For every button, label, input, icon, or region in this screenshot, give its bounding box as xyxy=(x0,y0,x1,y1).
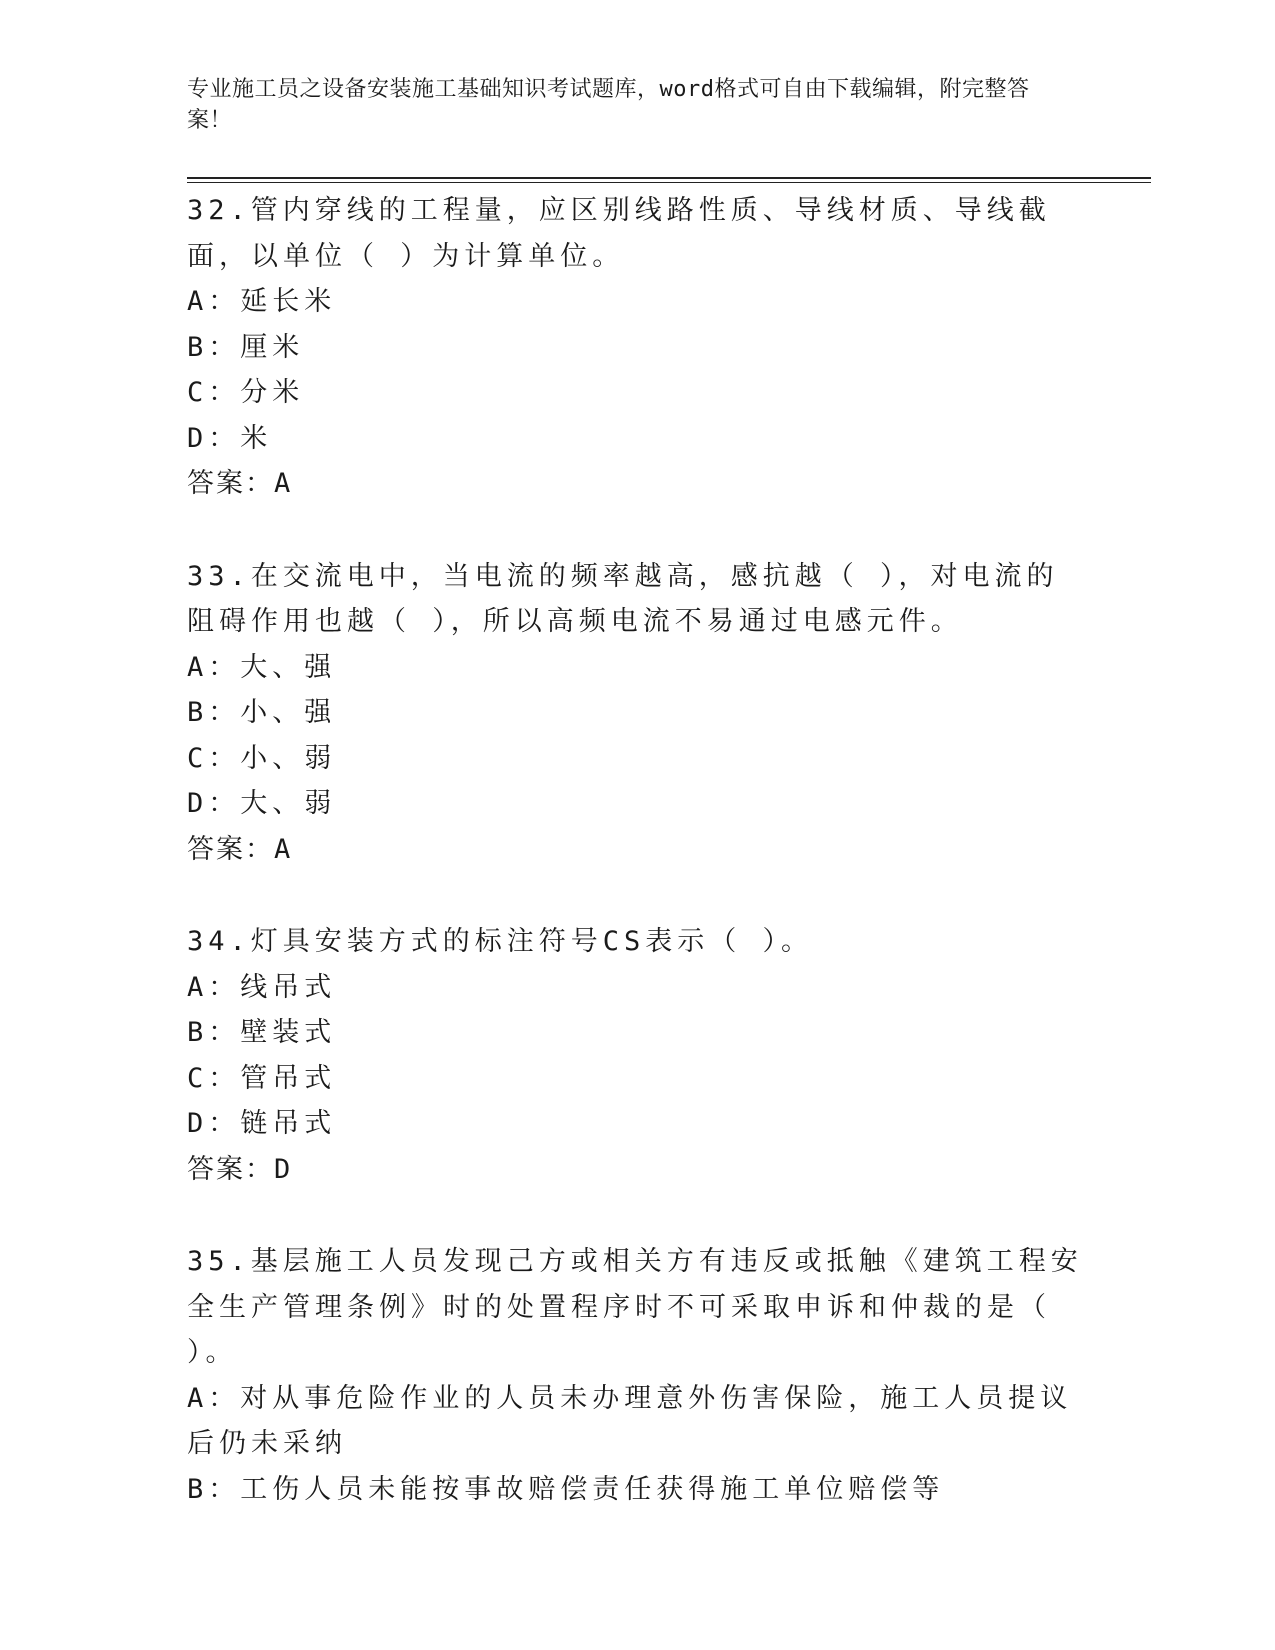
answer-line: 答案：A xyxy=(187,833,293,865)
question-list xyxy=(187,188,1087,1512)
option-b: B：壁装式 xyxy=(187,1017,337,1048)
question-stem: 32.管内穿线的工程量，应区别线路性质、导线材质、导线截面，以单位（ ）为计算单位。 xyxy=(187,195,1051,272)
answer-line: 答案：A xyxy=(187,468,293,499)
option-c: C：分米 xyxy=(187,377,305,408)
option-a: A：延长米 xyxy=(187,286,337,317)
question-stem: 35.基层施工人员发现己方或相关方有违反或抵触《建筑工程安全生产管理条例》时的处置程序时不可采取申诉和仲裁的是（ ）。 xyxy=(187,1246,1083,1368)
option-b: B：小、强 xyxy=(187,697,337,728)
option-c: C：小、弱 xyxy=(187,742,337,774)
option-d: D：链吊式 xyxy=(187,1108,337,1139)
question-32 xyxy=(187,188,1087,507)
question-stem: 33.在交流电中，当电流的频率越高，感抗越（ ），对电流的阻碍作用也越（ ），所以高频电流不易通过电感元件。 xyxy=(187,560,1059,637)
question-stem: 34.灯具安装方式的标注符号CS表示（ ）。 xyxy=(187,926,814,957)
question-35 xyxy=(187,1239,1087,1512)
question-33 xyxy=(187,554,1087,873)
option-d: D：大、弱 xyxy=(187,788,337,819)
answer-line: 答案：D xyxy=(187,1153,293,1185)
option-c: C：管吊式 xyxy=(187,1062,337,1094)
option-b: B：工伤人员未能按事故赔偿责任获得施工单位赔偿等 xyxy=(187,1473,945,1505)
option-a: A：对从事危险作业的人员未办理意外伤害保险，施工人员提议后仍未采纳 xyxy=(187,1382,1073,1459)
header-divider-thick xyxy=(187,177,1151,179)
option-a: A：线吊式 xyxy=(187,971,337,1003)
question-34 xyxy=(187,919,1087,1192)
document-header: 专业施工员之设备安装施工基础知识考试题库，word格式可自由下载编辑，附完整答案！ xyxy=(187,77,1030,133)
option-d: D：米 xyxy=(187,422,273,454)
header-divider-thin xyxy=(187,182,1151,183)
option-b: B：厘米 xyxy=(187,331,305,363)
option-a: A：大、强 xyxy=(187,651,337,683)
